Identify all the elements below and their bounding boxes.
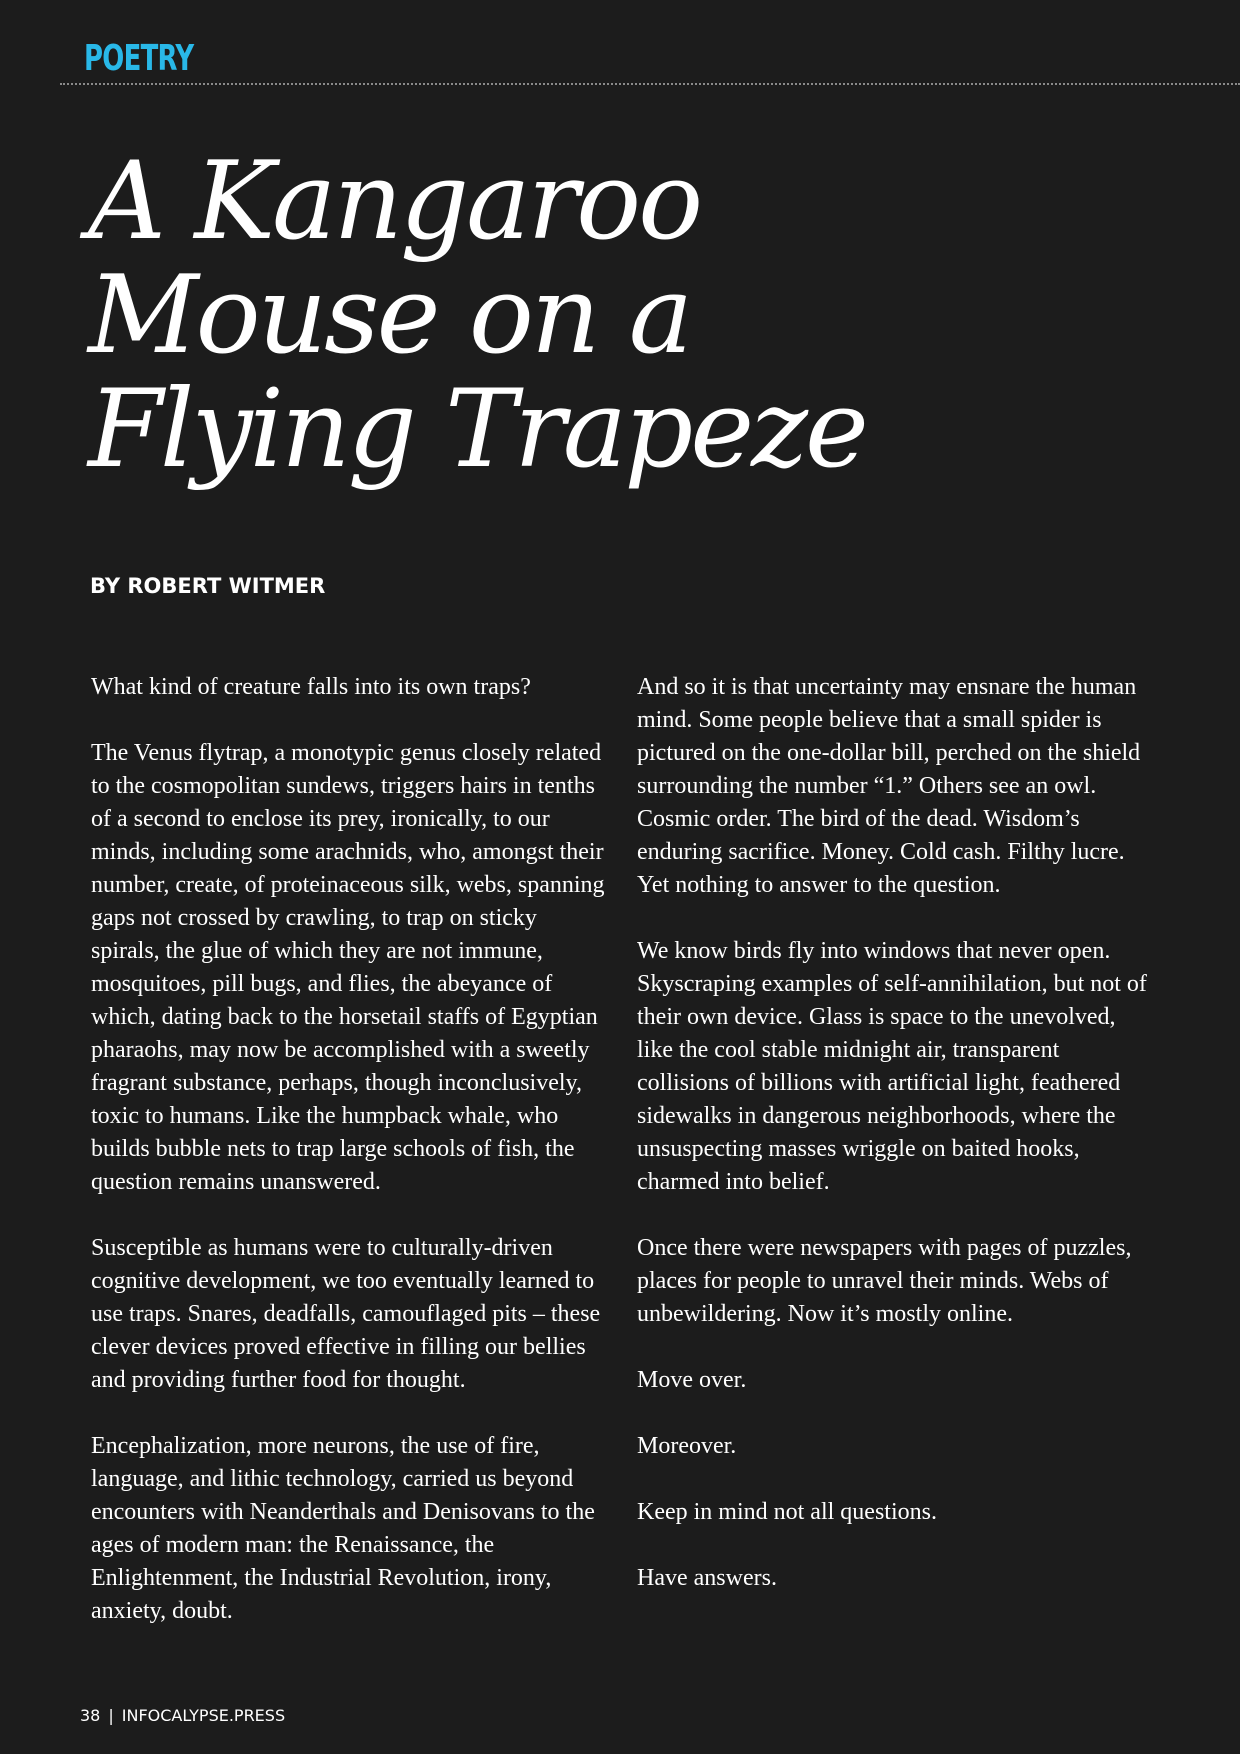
title-line: Flying Trapeze bbox=[88, 367, 866, 492]
article-title bbox=[88, 139, 866, 492]
page-number: 38 bbox=[80, 1706, 101, 1725]
paragraph: Move over. bbox=[637, 1367, 747, 1393]
paragraph: Susceptible as humans were to culturally-driven cognitive development, we too eventually learned to use traps. Snares, deadfalls, camouflaged pits – these clever devices proved effective in filling our bellies and providing further food for thought. bbox=[91, 1235, 601, 1393]
paragraph: Once there were newspapers with pages of puzzles, places for people to unravel their minds. Webs of unbewildering. Now it’s mostly online. bbox=[637, 1235, 1132, 1327]
paragraph: Have answers. bbox=[637, 1565, 777, 1591]
paragraph: The Venus flytrap, a monotypic genus closely related to the cosmopolitan sundews, triggers hairs in tenths of a second to enclose its prey, ironically, to our minds, including some arachnids, who, amongst their number, create, of proteinaceous silk, webs, spanning gaps not crossed by crawling, to trap on sticky spirals, the glue of which they are not immune, mosquitoes, pill bugs, and flies, the abeyance of which, dating back to the horsetail staffs of Egyptian pharaohs, may now be accomplished with a sweetly fragrant substance, perhaps, though inconclusively, toxic to humans. Like the humpback whale, who builds bubble nets to trap large schools of fish, the question remains unanswered. bbox=[91, 740, 605, 1195]
title-line: A Kangaroo bbox=[88, 139, 701, 264]
section-label: POETRY bbox=[84, 38, 194, 79]
text-column-left bbox=[91, 671, 611, 1661]
header-rule bbox=[60, 83, 1240, 85]
footer-separator: | bbox=[108, 1706, 114, 1725]
page-footer bbox=[80, 1706, 285, 1725]
paragraph: Encephalization, more neurons, the use of fire, language, and lithic technology, carried us beyond encounters with Neanderthals and Denisovans to the ages of modern man: the Renaissance, the Enlightenment, the Industrial Revolution, irony, anxiety, doubt. bbox=[91, 1433, 595, 1624]
paragraph: Moreover. bbox=[637, 1433, 737, 1459]
paragraph: Keep in mind not all questions. bbox=[637, 1499, 937, 1525]
paragraph: What kind of creature falls into its own traps? bbox=[91, 674, 531, 700]
site-name: INFOCALYPSE.PRESS bbox=[121, 1706, 286, 1725]
paragraph: We know birds fly into windows that never open. Skyscraping examples of self-annihilation, but not of their own device. Glass is space to the unevolved, like the cool stable midnight air, transparent collisions of billions with artificial light, feathered sidewalks in dangerous neighborhoods, where the unsuspecting masses wriggle on baited hooks, charmed into belief. bbox=[637, 938, 1147, 1195]
title-line: Mouse on a bbox=[88, 253, 691, 378]
text-column-right bbox=[637, 671, 1157, 1628]
byline: BY ROBERT WITMER bbox=[90, 574, 326, 598]
paragraph: And so it is that uncertainty may ensnare the human mind. Some people believe that a small spider is pictured on the one-dollar bill, perched on the shield surrounding the number “1.” Others see an owl. Cosmic order. The bird of the dead. Wisdom’s enduring sacrifice. Money. Cold cash. Filthy lucre. Yet nothing to answer to the question. bbox=[637, 674, 1141, 898]
